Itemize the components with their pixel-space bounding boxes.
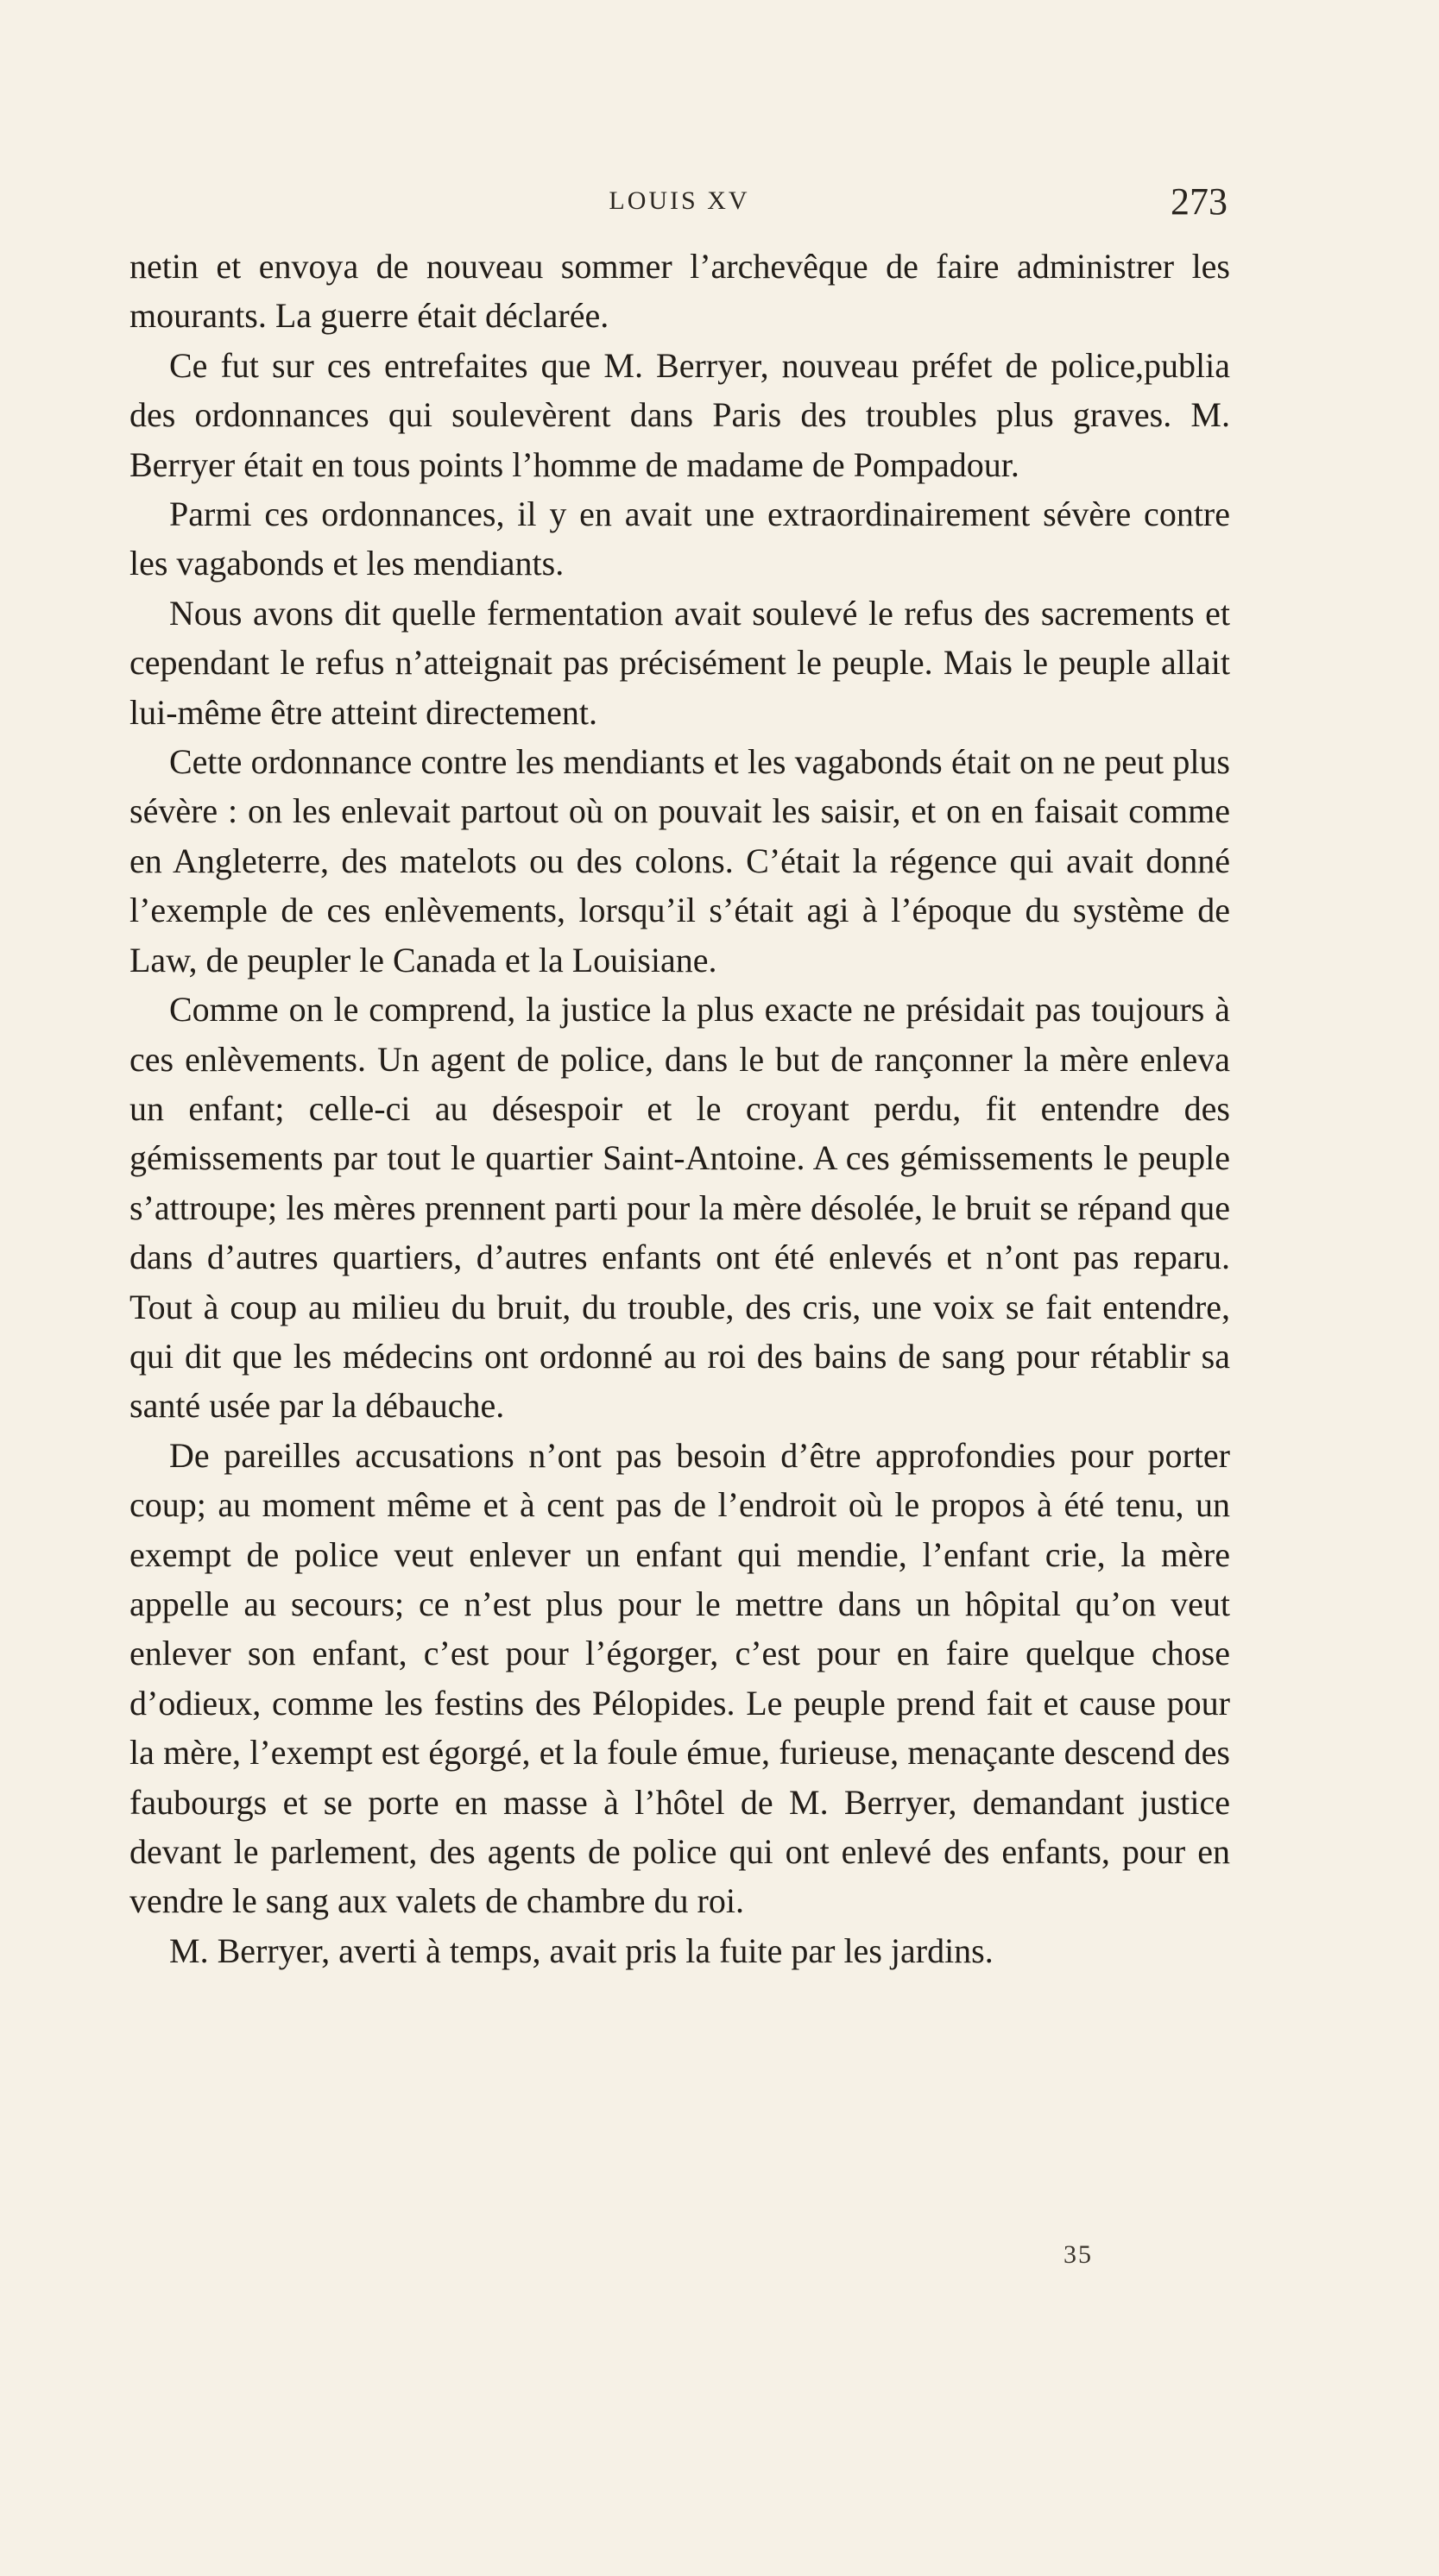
paragraph: Comme on le comprend, la justice la plus exacte ne présidait pas toujours à ces enlèvements. Un agent de police, dans le but de rançonner la mère enleva un enfant; celle-ci au désespoir et le croyant perdu, fit entendre des gémissements par tout le quartier Saint-Antoine. A ces gémissements le peuple s’attroupe; les mères prennent parti pour la mère désolée, le bruit se répand que dans d’autres quartiers, d’autres enfants ont été enlevés et n’ont pas reparu. Tout à coup au milieu du bruit, du trouble, des cris, une voix se fait entendre, qui dit que les médecins ont ordonné au roi des bains de sang pour rétablir sa santé usée par la débauche. xyxy=(129,990,1230,1426)
page-number: 273 xyxy=(1171,180,1228,223)
paragraph: De pareilles accusations n’ont pas besoin d’être approfondies pour porter coup; au moment même et à cent pas de l’endroit où le propos à été tenu, un exempt de police veut enlever un enfant qui mendie, l’enfant crie, la mère appelle au secours; ce n’est plus pour le mettre dans un hôpital qu’on veut enlever son enfant, c’est pour l’égorger, c’est pour en faire quelque chose d’odieux, comme les festins des Pélopides. Le peuple prend fait et cause pour la mère, l’exempt est égorgé, et la foule émue, furieuse, menaçante descend des faubourgs et se porte en masse à l’hôtel de M. Berryer, demandant justice devant le parlement, des agents de police qui ont enlevé des enfants, pour en vendre le sang aux valets de chambre du roi. xyxy=(129,1435,1230,1921)
paragraph: Ce fut sur ces entrefaites que M. Berryer, nouveau préfet de police,publia des ordonnances qui soulevèrent dans Paris des troubles plus graves. M. Berryer était en tous points l’homme de madame de Pompadour. xyxy=(129,345,1230,484)
paragraph: Nous avons dit quelle fermentation avait soulevé le refus des sacrements et cependant le refus n’atteignait pas précisément le peuple. Mais le peuple allait lui-même être atteint directement. xyxy=(129,593,1230,732)
running-head xyxy=(131,180,1228,228)
paragraph: M. Berryer, averti à temps, avait pris la fuite par les jardins. xyxy=(169,1930,994,1970)
signature-mark: 35 xyxy=(1063,2240,1093,2269)
paragraph: Cette ordonnance contre les mendiants et les vagabonds était on ne peut plus sévère : on les enlevait partout où on pouvait les saisir, et on en faisait comme en Angleterre, des matelots ou des colons. C’était la régence qui avait donné l’exemple de ces enlèvements, lorsqu’il s’était agi à l’époque du système de Law, de peupler le Canada et la Louisiane. xyxy=(129,742,1230,979)
body-text xyxy=(129,242,1230,1975)
running-title: LOUIS XV xyxy=(609,186,750,215)
paragraph: Parmi ces ordonnances, il y en avait une extraordinairement sévère contre les vagabonds et les mendiants. xyxy=(129,494,1230,583)
paragraph: netin et envoya de nouveau sommer l’archevêque de faire administrer les mourants. La guerre était déclarée. xyxy=(129,247,1230,336)
